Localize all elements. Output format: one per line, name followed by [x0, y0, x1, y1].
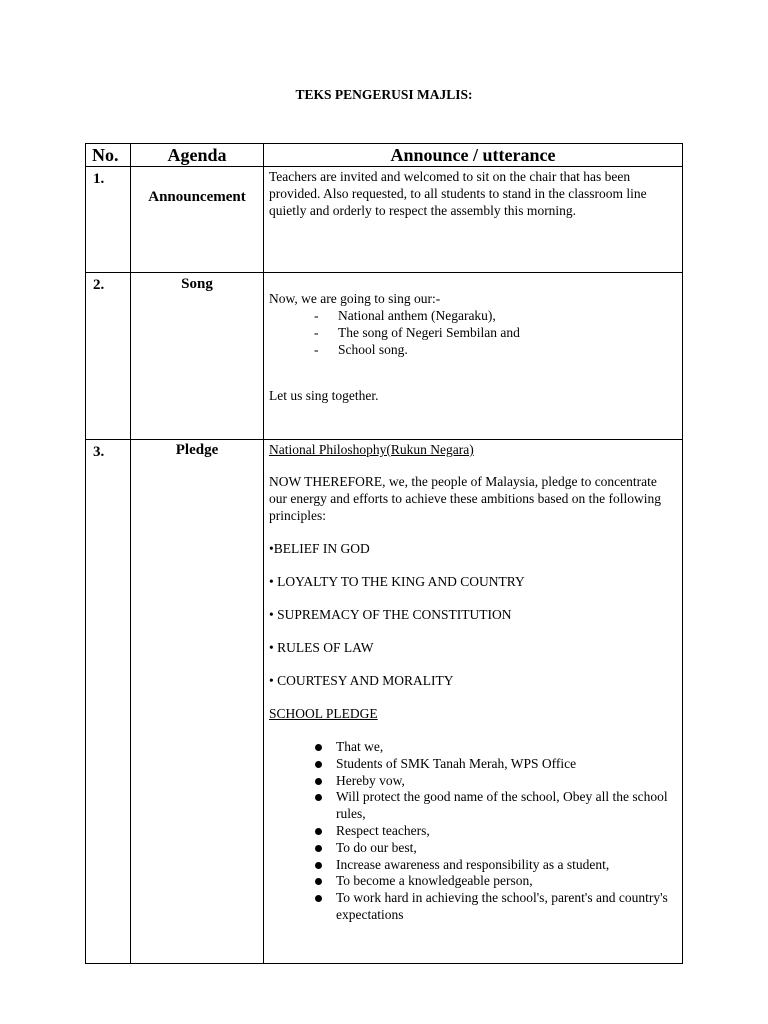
song-item: - The song of Negeri Sembilan and	[314, 324, 677, 341]
school-pledge-item: To work hard in achieving the school's, parent's and country's expectations	[315, 890, 677, 924]
table-row	[86, 167, 683, 273]
song-cell	[264, 273, 683, 440]
announcement-text: Teachers are invited and welcomed to sit on the chair that has been provided. Also requested, to all students to stand in the classroom line quietly and orderly to respect the assembly this morning.	[264, 167, 683, 273]
header-agenda: Agenda	[131, 144, 264, 167]
row-number: 3.	[86, 440, 131, 964]
row-agenda: Announcement	[131, 167, 264, 273]
table-row	[86, 273, 683, 440]
song-intro: Now, we are going to sing our:-	[269, 291, 441, 306]
school-pledge-heading: SCHOOL PLEDGE	[269, 706, 378, 721]
rukun-negara-heading: National Philoshophy(Rukun Negara)	[269, 442, 474, 457]
school-pledge-list	[269, 739, 677, 924]
header-announce: Announce / utterance	[264, 144, 683, 167]
song-list	[269, 307, 677, 358]
principle-item: • RULES OF LAW	[269, 640, 374, 655]
school-pledge-item: Hereby vow,	[315, 773, 677, 790]
row-agenda: Song	[131, 273, 264, 440]
pledge-cell	[264, 440, 683, 964]
school-pledge-item: Increase awareness and responsibility as a student,	[315, 857, 677, 874]
school-pledge-item: Respect teachers,	[315, 823, 677, 840]
song-item: - School song.	[314, 341, 677, 358]
school-pledge-item: Will protect the good name of the school, Obey all the school rules,	[315, 789, 677, 823]
row-number: 2.	[86, 273, 131, 440]
pledge-paragraph: NOW THEREFORE, we, the people of Malaysia, pledge to concentrate our energy and efforts to achieve these ambitions based on the following principles:	[269, 474, 662, 523]
document-title: TEKS PENGERUSI MAJLIS:	[295, 87, 473, 102]
principle-item: • SUPREMACY OF THE CONSTITUTION	[269, 607, 512, 622]
row-number: 1.	[86, 167, 131, 273]
song-closing: Let us sing together.	[269, 388, 379, 403]
principle-item: •BELIEF IN GOD	[269, 541, 370, 556]
table-row	[86, 440, 683, 964]
school-pledge-item: That we,	[315, 739, 677, 756]
table-header-row	[86, 144, 683, 167]
school-pledge-item: To do our best,	[315, 840, 677, 857]
song-item: - National anthem (Negaraku),	[314, 307, 677, 324]
principle-item: • COURTESY AND MORALITY	[269, 673, 454, 688]
row-agenda: Pledge	[131, 440, 264, 964]
agenda-table	[85, 143, 683, 964]
principle-item: • LOYALTY TO THE KING AND COUNTRY	[269, 574, 525, 589]
school-pledge-item: Students of SMK Tanah Merah, WPS Office	[315, 756, 677, 773]
header-no: No.	[86, 144, 131, 167]
school-pledge-item: To become a knowledgeable person,	[315, 873, 677, 890]
